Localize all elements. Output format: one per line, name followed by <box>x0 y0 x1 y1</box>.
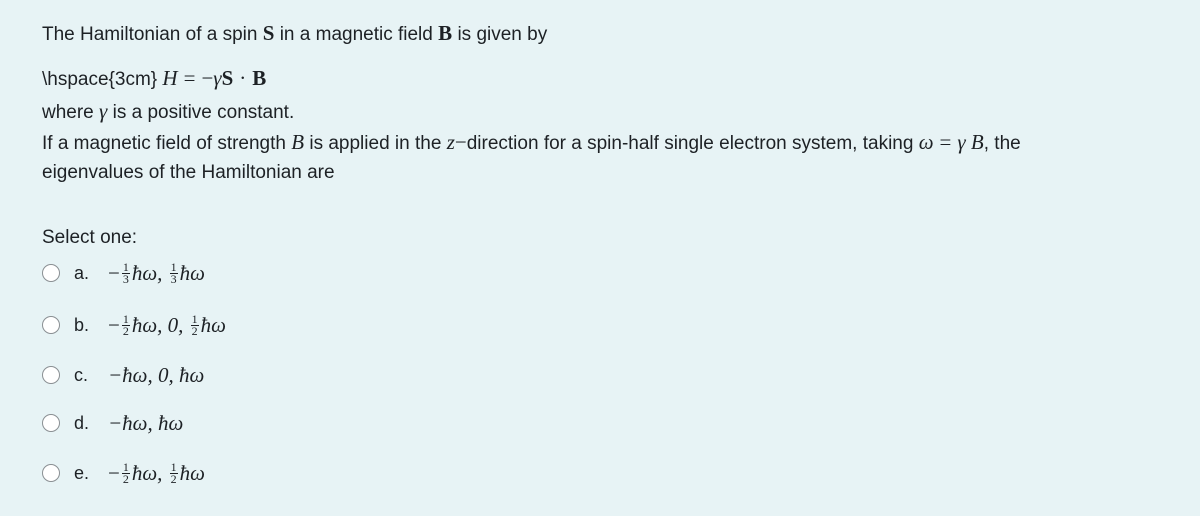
fraction: $\frac{1}{3}$ <box>170 259 177 286</box>
select-one-prompt: Select one: <box>42 227 138 248</box>
spin-symbol: S <box>262 21 275 45</box>
option-e-answer: − $\frac{1}{2}$ ħω, $\frac{1}{2}$ ħω <box>108 459 205 486</box>
option-a[interactable] <box>42 255 542 291</box>
option-letter: c. <box>74 365 89 385</box>
spin-vector: S <box>221 66 234 90</box>
field-symbol: B <box>438 21 453 45</box>
dot-operator: · <box>239 66 247 90</box>
radio-button-icon[interactable] <box>42 464 60 482</box>
intro-mid: in a magnetic field <box>279 24 433 45</box>
fraction: $\frac{1}{2}$ <box>170 459 177 486</box>
fraction: $\frac{1}{2}$ <box>122 459 129 486</box>
cond-field-symbol: B <box>291 130 305 154</box>
option-letter: a. <box>74 263 90 283</box>
option-e[interactable] <box>42 455 542 491</box>
option-d[interactable] <box>42 405 542 441</box>
radio-button-icon[interactable] <box>42 414 60 432</box>
eigenvalues-text: eigenvalues of the Hamiltonian are <box>42 162 335 183</box>
option-b[interactable] <box>42 307 542 343</box>
intro-suffix: is given by <box>457 24 548 45</box>
cond-gamma: γ <box>957 130 966 154</box>
hamiltonian-symbol: H <box>162 66 178 90</box>
question-line-1 <box>42 20 547 48</box>
fraction: $\frac{1}{3}$ <box>122 259 129 286</box>
field-vector: B <box>252 66 267 90</box>
radio-button-icon[interactable] <box>42 264 60 282</box>
option-letter: e. <box>74 463 90 483</box>
option-letter: d. <box>74 413 90 433</box>
cond-field-symbol-2: B <box>970 130 984 154</box>
question-line-where <box>42 98 294 126</box>
omega-symbol: ω <box>918 130 934 154</box>
option-letter: b. <box>74 315 90 335</box>
question-line-condition <box>42 129 1021 157</box>
question-line-equation <box>42 65 266 93</box>
intro-prefix: The Hamiltonian of a spin <box>42 24 258 45</box>
option-c-answer: −ħω, 0, ħω <box>108 362 205 387</box>
option-a-answer: − $\frac{1}{3}$ ħω, $\frac{1}{3}$ ħω <box>108 259 205 286</box>
gamma-symbol: γ <box>213 66 222 90</box>
question-line-last <box>42 160 335 186</box>
where-suffix: is a positive constant. <box>112 102 295 123</box>
option-d-answer: −ħω, ħω <box>108 410 184 435</box>
option-b-answer: − $\frac{1}{2}$ ħω, 0, $\frac{1}{2}$ ħω <box>108 311 226 338</box>
where-prefix: where <box>42 102 94 123</box>
raw-latex-hspace: \hspace{3cm} <box>42 69 158 90</box>
cond-mid: is applied in the <box>309 133 442 154</box>
cond-dash: − <box>454 130 467 154</box>
radio-button-icon[interactable] <box>42 366 60 384</box>
option-c[interactable] <box>42 357 542 393</box>
z-axis-symbol: z <box>446 130 455 154</box>
minus-sign: − <box>201 66 214 90</box>
fraction: $\frac{1}{2}$ <box>122 311 129 338</box>
cond-equals: = <box>939 130 952 154</box>
equals-sign: = <box>183 66 196 90</box>
cond-mid-2: direction for a spin-half single electron system, taking <box>466 133 914 154</box>
cond-prefix: If a magnetic field of strength <box>42 133 286 154</box>
fraction: $\frac{1}{2}$ <box>191 311 198 338</box>
cond-suffix: , the <box>983 133 1021 154</box>
where-gamma: γ <box>99 99 108 123</box>
radio-button-icon[interactable] <box>42 316 60 334</box>
